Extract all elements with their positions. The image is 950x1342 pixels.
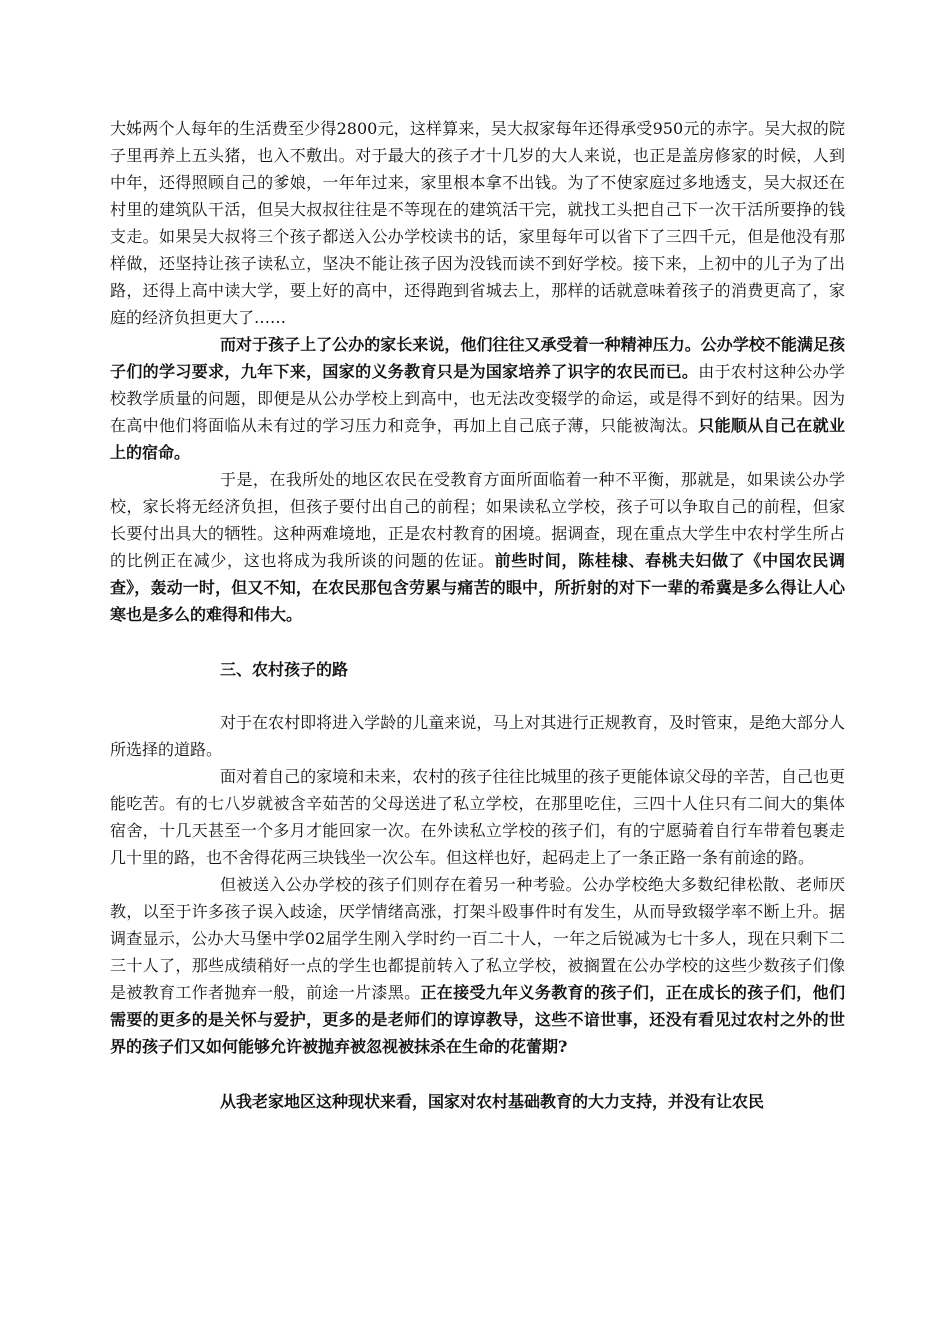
paragraph-text: 但被送入公办学校的孩子们则存在着另一种考验。公办学校绝大多数纪律松散、老师厌教，以至于许多孩子误入歧途，厌学情绪高涨，打架斗殴事件时有发生，从而导致辍学率不断上升。据调查显示，公办大马堡中学02届学生刚入学时约一百二十人，一年之后锐减为七十多人，现在只剩下二三十人了，那些成绩稍好一点的学生也都提前转入了私立学校，被搁置在公办学校的这些少数孩子们像是被教育工作者抛弃一般，前途一片漆黑。 <box>110 875 845 1002</box>
paragraph-text: 面对着自己的家境和未来，农村的孩子往往比城里的孩子更能体谅父母的辛苦，自己也更能吃苦。有的七八岁就被含辛茹苦的父母送进了私立学校，在那里吃住，三四十人住只有二间大的集体宿舍，十几天甚至一个多月才能回家一次。在外读私立学校的孩子们，有的宁愿骑着自行车带着包裹走几十里的路，也不舍得花两三块钱坐一次公车。但这样也好，起码走上了一条正路一条有前途的路。 <box>110 767 845 867</box>
paragraph-public-school-pressure <box>110 331 845 466</box>
paragraph-public-school-children <box>110 871 845 1060</box>
bold-text: 前些时间，陈桂棣、春桃夫妇做了《中国农民调查》，轰动一时，但又不知，在农民那包含劳累与痛苦的眼中，所折射的对下一辈的希冀是多么得让人心寒也是多么的难得和伟大。 <box>110 551 845 624</box>
paragraph-text: 由于农村这种公办学校教学质量的问题，即便是从公办学校上到高中，也无法改变辍学的命运，或是得不到好的结果。因为在高中他们将面临从未有过的学习压力和竞争，再加上自己底子薄，只能被淘汰。 <box>110 362 845 435</box>
paragraph-family-expenses <box>110 115 845 331</box>
document-body <box>110 115 845 1115</box>
bold-text: 只能顺从自己在就业上的宿命。 <box>110 416 845 462</box>
paragraph-text: 对于在农村即将进入学龄的儿童来说，马上对其进行正规教育，及时管束，是绝大部分人所选择的道路。 <box>110 713 845 759</box>
bold-text: 从我老家地区这种现状来看，国家对农村基础教育的大力支持，并没有让农民 <box>220 1092 765 1111</box>
bold-text: 正在接受九年义务教育的孩子们，正在成长的孩子们，他们需要的更多的是关怀与爱护，更多的是老师们的谆谆教导，这些不谙世事，还没有看见过农村之外的世界的孩子们又如何能够允许被抛弃被忽视被抹杀在生命的花蕾期? <box>110 983 845 1056</box>
paragraph-text: 大姊两个人每年的生活费至少得2800元，这样算来，吴大叔家每年还得承受950元的赤字。吴大叔的院子里再养上五头猪，也入不敷出。对于最大的孩子才十几岁的大人来说，也正是盖房修家的时候，人到中年，还得照顾自己的爹娘，一年年过来，家里根本拿不出钱。为了不使家庭过多地透支，吴大叔还在村里的建筑队干活，但吴大叔叔往往是不等现在的建筑活干完，就找工头把自己下一次干活所要挣的钱支走。如果吴大叔将三个孩子都送入公办学校读书的话，家里每年可以省下了三四千元，但是他没有那样做，还坚持让孩子读私立，坚决不能让孩子因为没钱而读不到好学校。接下来，上初中的儿子为了出路，还得上高中读大学，要上好的高中，还得跑到省城去上，那样的话就意味着孩子的消费更高了，家庭的经济负担更大了…… <box>110 119 845 327</box>
paragraph-text: 于是，在我所处的地区农民在受教育方面所面临着一种不平衡，那就是，如果读公办学校，家长将无经济负担，但孩子要付出自己的前程；如果读私立学校，孩子可以争取自己的前程，但家长要付出具大的牺牲。这种两难境地，正是农村教育的困境。据调查，现在重点大学生中农村学生所占的比例正在减少，这也将成为我所谈的问题的佐证。 <box>110 470 845 570</box>
paragraph-school-age <box>110 709 845 763</box>
paragraph-conclusion-start <box>110 1088 845 1115</box>
paragraph-private-school-children <box>110 763 845 871</box>
paragraph-imbalance <box>110 466 845 628</box>
bold-text: 而对于孩子上了公办的家长来说，他们往往又承受着一种精神压力。公办学校不能满足孩子们的学习要求，九年下来，国家的义务教育只是为国家培养了识字的农民而已。 <box>110 335 845 381</box>
section-heading: 三、农村孩子的路 <box>220 660 349 679</box>
